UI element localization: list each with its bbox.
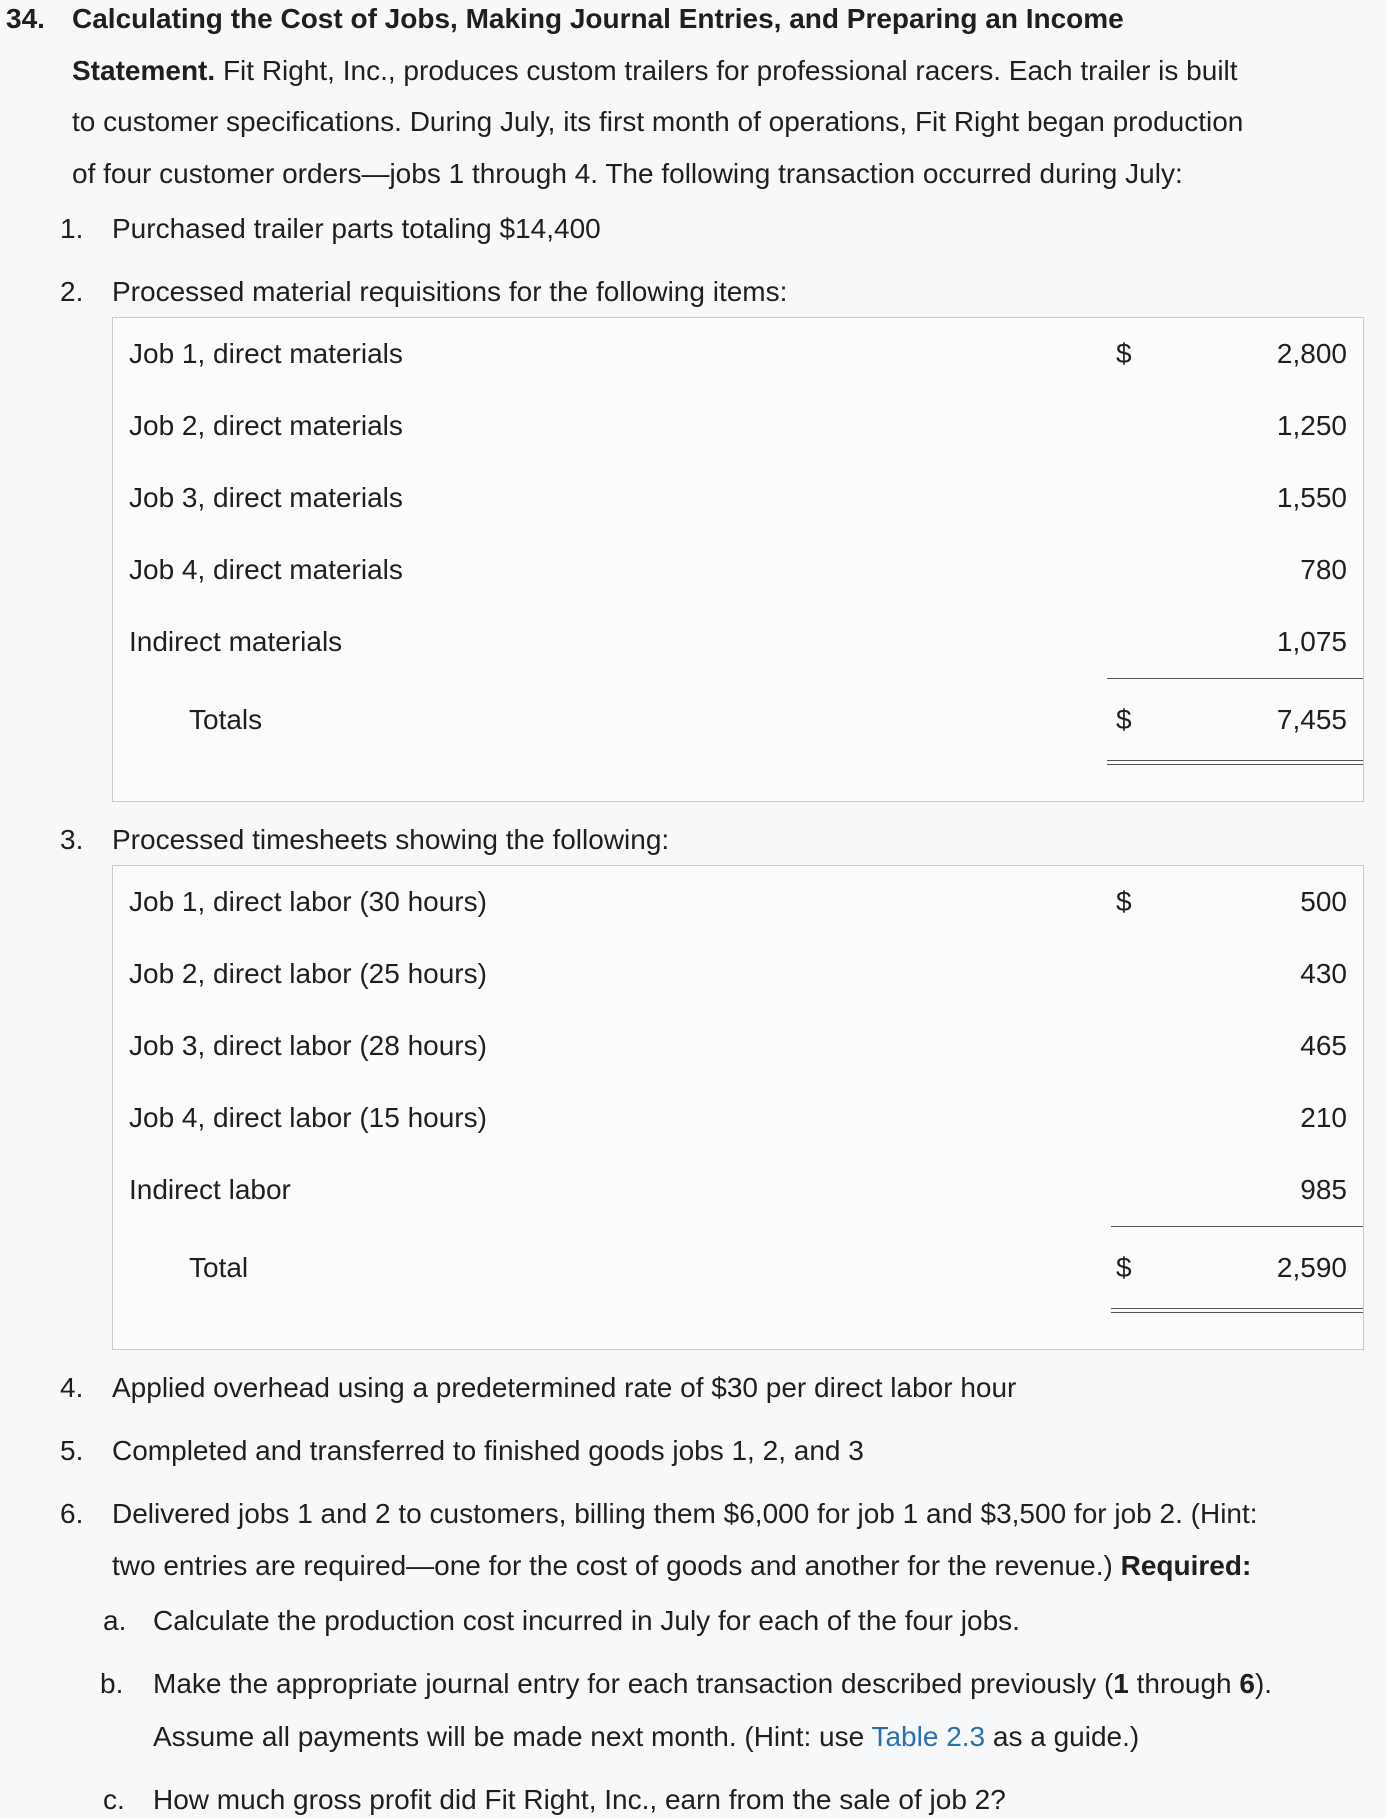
labor-row-amount: 500 xyxy=(1300,886,1347,917)
materials-row-dollar: $ xyxy=(1116,338,1132,369)
required-heading: Required: xyxy=(1120,1550,1252,1581)
required-b-text-pre: Make the appropriate journal entry for each transaction described previously ( xyxy=(153,1668,1114,1699)
required-c-text: How much gross profit did Fit Right, Inc., earn from the sale of job 2? xyxy=(153,1784,1006,1815)
item-3-text: Processed timesheets showing the following: xyxy=(112,824,670,855)
required-b-line-2-pre: Assume all payments will be made next month. (Hint: use xyxy=(153,1721,872,1752)
labor-row-amount: 210 xyxy=(1300,1102,1347,1133)
item-1-number: 1. xyxy=(60,213,84,244)
required-b-text-post: ). xyxy=(1254,1668,1273,1699)
intro-text-1: Fit Right, Inc., produces custom trailers for professional racers. Each trailer is built xyxy=(222,55,1238,86)
item-4-text: Applied overhead using a predetermined rate of $30 per direct labor hour xyxy=(112,1372,1017,1403)
item-3-number: 3. xyxy=(60,824,84,855)
materials-subtotal-rule xyxy=(1107,678,1363,679)
materials-row-label: Job 3, direct materials xyxy=(129,482,403,513)
item-5-number: 5. xyxy=(60,1435,84,1466)
required-b-letter: b. xyxy=(100,1668,124,1699)
item-6-text-line-1: Delivered jobs 1 and 2 to customers, billing them $6,000 for job 1 and $3,500 for job 2. (Hint: xyxy=(112,1498,1258,1529)
intro-line-1 xyxy=(72,54,1238,88)
labor-row-amount: 985 xyxy=(1300,1174,1347,1205)
labor-row-amount: 465 xyxy=(1300,1030,1347,1061)
labor-total-amount: 2,590 xyxy=(1276,1252,1347,1283)
item-6-text-line-2 xyxy=(112,1549,1251,1583)
materials-row-amount: 1,550 xyxy=(1276,482,1347,513)
required-b-line-2-post: as a guide.) xyxy=(985,1721,1140,1752)
item-2-text: Processed material requisitions for the following items: xyxy=(112,276,788,307)
materials-total-double-rule xyxy=(1107,760,1363,765)
labor-table xyxy=(112,865,1364,1350)
labor-row-amount: 430 xyxy=(1300,958,1347,989)
materials-row-label: Job 2, direct materials xyxy=(129,410,403,441)
item-4-number: 4. xyxy=(60,1372,84,1403)
required-b-first: 1 xyxy=(1113,1668,1129,1699)
labor-total-double-rule xyxy=(1111,1308,1363,1313)
labor-row-label: Job 4, direct labor (15 hours) xyxy=(129,1102,487,1133)
materials-total-dollar: $ xyxy=(1116,704,1132,735)
required-b-mid: through xyxy=(1128,1668,1240,1699)
materials-row-amount: 1,250 xyxy=(1276,410,1347,441)
materials-row-amount: 780 xyxy=(1300,554,1347,585)
materials-row-amount: 2,800 xyxy=(1276,338,1347,369)
materials-total-amount: 7,455 xyxy=(1276,704,1347,735)
required-c-letter: c. xyxy=(103,1784,125,1815)
materials-total-label: Totals xyxy=(189,704,263,735)
item-5-text: Completed and transferred to finished goods jobs 1, 2, and 3 xyxy=(112,1435,864,1466)
required-b-line-2 xyxy=(153,1720,1139,1754)
item-2-number: 2. xyxy=(60,276,84,307)
labor-row-label: Job 1, direct labor (30 hours) xyxy=(129,886,487,917)
item-1-text: Purchased trailer parts totaling $14,400 xyxy=(112,213,601,244)
required-b-last: 6 xyxy=(1239,1668,1255,1699)
labor-row-label: Indirect labor xyxy=(129,1174,291,1205)
labor-row-dollar: $ xyxy=(1116,886,1132,917)
table-2-3-link[interactable]: Table 2.3 xyxy=(871,1721,986,1752)
intro-line-2: to customer specifications. During July, its first month of operations, Fit Right began production xyxy=(72,106,1244,137)
labor-total-dollar: $ xyxy=(1116,1252,1132,1283)
item-6-text-line-2-body: two entries are required—one for the cost of goods and another for the revenue.) xyxy=(112,1550,1113,1581)
labor-total-label: Total xyxy=(189,1252,249,1283)
item-6-number: 6. xyxy=(60,1498,84,1529)
problem-number: 34. xyxy=(6,3,45,34)
required-b-line-1 xyxy=(153,1667,1272,1701)
problem-title: Calculating the Cost of Jobs, Making Journal Entries, and Preparing an Income xyxy=(72,3,1124,34)
required-a-text: Calculate the production cost incurred in July for each of the four jobs. xyxy=(153,1605,1020,1636)
problem-title-cont: Statement. xyxy=(72,55,216,86)
materials-table xyxy=(112,317,1364,802)
required-a-letter: a. xyxy=(103,1605,127,1636)
materials-row-label: Job 1, direct materials xyxy=(129,338,403,369)
labor-row-label: Job 2, direct labor (25 hours) xyxy=(129,958,487,989)
labor-row-label: Job 3, direct labor (28 hours) xyxy=(129,1030,487,1061)
materials-row-label: Indirect materials xyxy=(129,626,343,657)
intro-line-3: of four customer orders—jobs 1 through 4. The following transaction occurred during July: xyxy=(72,158,1183,189)
materials-row-label: Job 4, direct materials xyxy=(129,554,403,585)
materials-row-amount: 1,075 xyxy=(1276,626,1347,657)
labor-subtotal-rule xyxy=(1111,1226,1363,1227)
